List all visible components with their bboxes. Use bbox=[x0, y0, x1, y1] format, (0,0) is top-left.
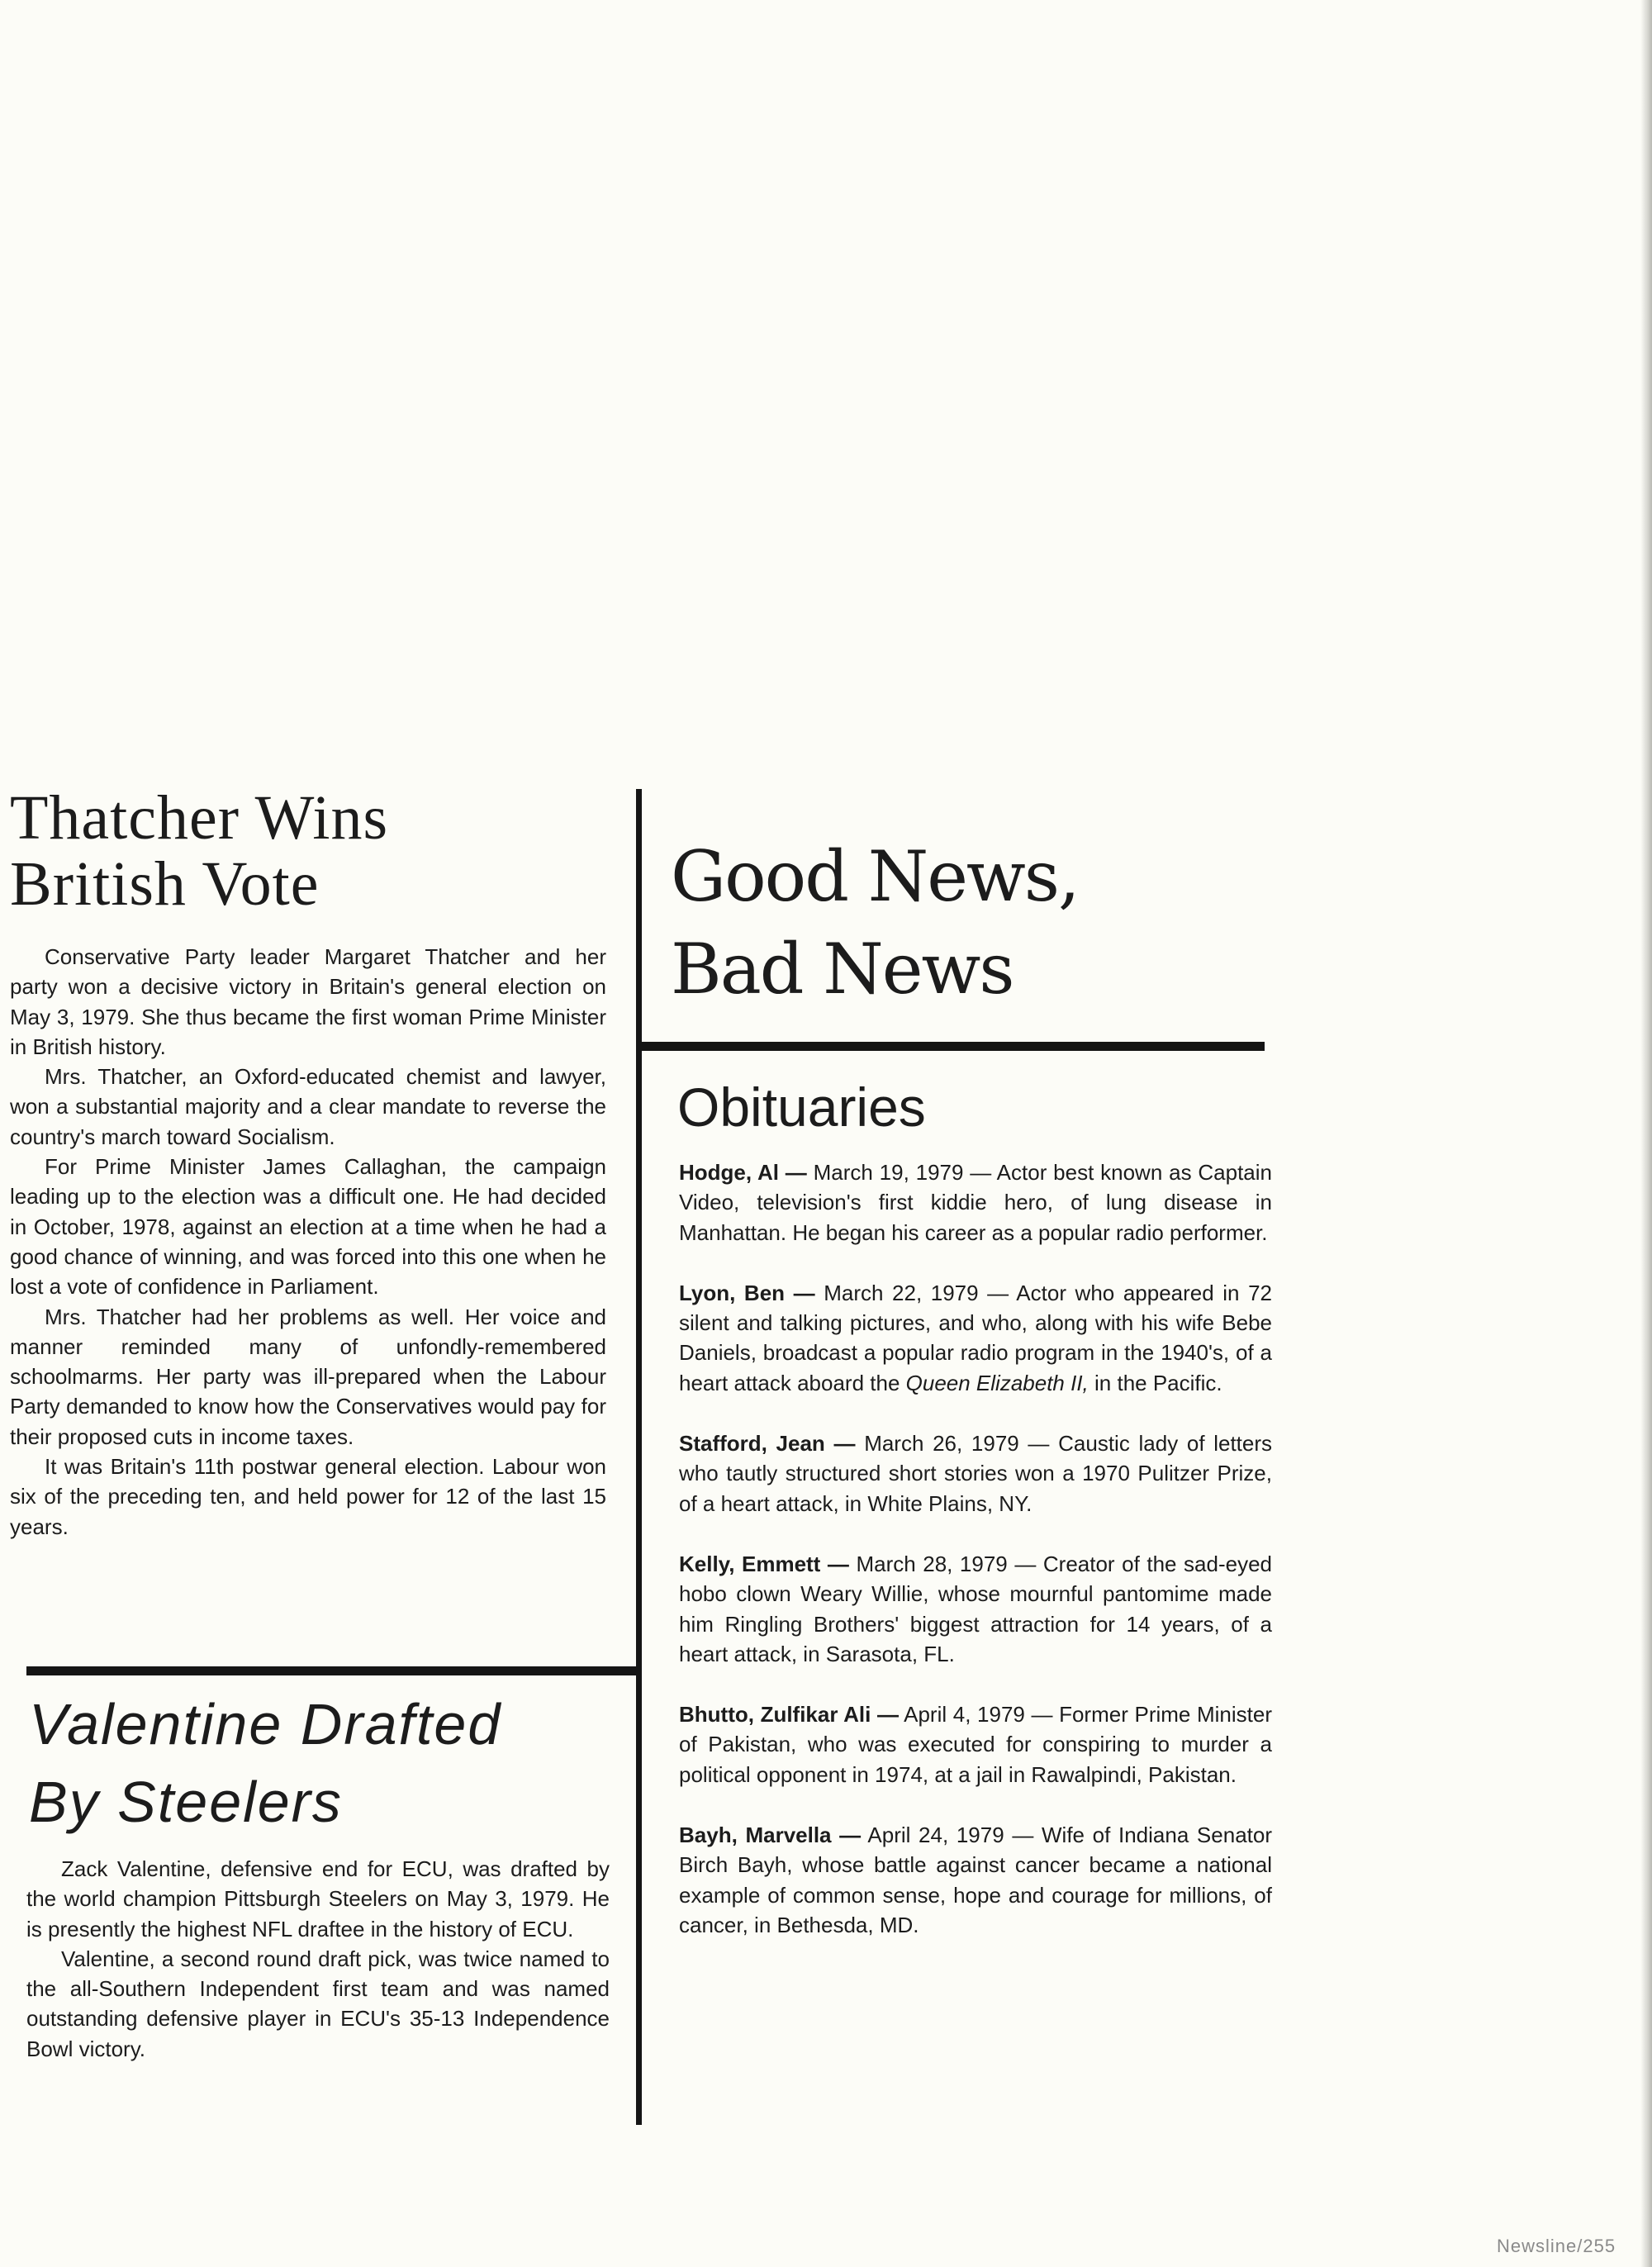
obituary-text: Former Prime Minister of Pakistan, who was executed for conspiring to murder a political opponent in 1974, at a jail in Rawalpindi, Pakistan. bbox=[679, 1702, 1272, 1787]
obituary-text-italic: Queen Elizabeth II, bbox=[905, 1370, 1089, 1395]
valentine-headline-line1: Valentine Drafted bbox=[29, 1692, 502, 1756]
thatcher-headline bbox=[10, 785, 388, 917]
obituary-name: Stafford, Jean — bbox=[679, 1431, 856, 1457]
thatcher-paragraph: Conservative Party leader Margaret Thatcher and her party won a decisive victory in Britain's general election on May 3, 1979. She thus became the first woman Prime Minister in British history. bbox=[10, 944, 606, 1059]
obituary-entry bbox=[679, 1699, 1272, 1789]
obituaries-list bbox=[679, 1157, 1272, 1970]
good-news-rule bbox=[642, 1042, 1265, 1051]
good-news-headline-line1: Good News, bbox=[671, 836, 1079, 917]
obituary-date: March 26, 1979 — bbox=[864, 1431, 1050, 1457]
obituary-text-after: in the Pacific. bbox=[1094, 1370, 1222, 1395]
thatcher-article-body bbox=[10, 942, 606, 1542]
thatcher-headline-line2: British Vote bbox=[10, 849, 320, 919]
good-news-headline-line2: Bad News bbox=[671, 929, 1014, 1010]
obituary-entry bbox=[679, 1428, 1272, 1518]
thatcher-paragraph: It was Britain's 11th postwar general election. Labour won six of the preceding ten, and held power for 12 of the last 15 years. bbox=[10, 1454, 606, 1539]
page-folio: Newsline/255 bbox=[1497, 2236, 1616, 2256]
obituary-text: Creator of the sad-eyed hobo clown Weary Willie, whose mournful pantomime made him Ringling Brothers' biggest attraction for 14 years, of a heart attack, in Sarasota, FL. bbox=[679, 1551, 1273, 1666]
valentine-paragraph: Valentine, a second round draft pick, was twice named to the all-Southern Independent first team and was named outstanding defensive player in ECU's 35-13 Independence Bowl victory. bbox=[26, 1946, 610, 2061]
valentine-article-body bbox=[26, 1854, 610, 2064]
thatcher-paragraph: Mrs. Thatcher, an Oxford-educated chemist and lawyer, won a substantial majority and a clear mandate to reverse the country's march toward Socialism. bbox=[10, 1064, 606, 1149]
valentine-headline-line2: By Steelers bbox=[29, 1770, 343, 1834]
valentine-rule bbox=[26, 1666, 636, 1675]
page-edge-shadow bbox=[1640, 0, 1652, 2267]
obituary-date: April 24, 1979 — bbox=[867, 1823, 1034, 1848]
obituary-entry bbox=[679, 1278, 1272, 1398]
obituary-entry bbox=[679, 1549, 1272, 1669]
valentine-headline bbox=[29, 1685, 501, 1841]
obituary-name: Lyon, Ben — bbox=[679, 1280, 815, 1305]
obituary-text: Actor best known as Captain Video, television's first kiddie hero, of lung disease in Manhattan. He began his career as a popular radio performer. bbox=[679, 1160, 1272, 1245]
column-divider-vertical bbox=[636, 789, 642, 2125]
obituary-date: April 4, 1979 — bbox=[904, 1702, 1053, 1728]
obituary-date: March 19, 1979 — bbox=[813, 1160, 992, 1185]
thatcher-headline-line1: Thatcher Wins bbox=[10, 783, 389, 853]
thatcher-paragraph: For Prime Minister James Callaghan, the campaign leading up to the election was a difficult one. He had decided in October, 1978, against an election at a time when he had a good chance of winning, and was forced into this one when he lost a vote of confidence in Parliament. bbox=[10, 1154, 606, 1300]
obituary-name: Bhutto, Zulfikar Ali — bbox=[679, 1702, 899, 1728]
obituary-text: Caustic lady of letters who tautly structured short stories won a 1970 Pulitzer Prize, of a heart attack, in White Plains, NY. bbox=[679, 1431, 1273, 1516]
obituary-entry bbox=[679, 1157, 1272, 1248]
obituary-name: Bayh, Marvella — bbox=[679, 1823, 862, 1848]
thatcher-paragraph: Mrs. Thatcher had her problems as well. Her voice and manner reminded many of unfondly-remembered schoolmarms. Her party was ill-prepared when the Labour Party demanded to know how the Conservatives would pay for their proposed cuts in income taxes. bbox=[10, 1304, 606, 1449]
obituary-name: Kelly, Emmett — bbox=[679, 1551, 849, 1576]
valentine-paragraph: Zack Valentine, defensive end for ECU, was drafted by the world champion Pittsburgh Steelers on May 3, 1979. He is presently the highest NFL draftee in the history of ECU. bbox=[26, 1856, 610, 1941]
obituary-text: Actor who appeared in 72 silent and talking pictures, and who, along with his wife Bebe Daniels, broadcast a popular radio program in the 1940's, of a heart attack aboard the bbox=[679, 1280, 1272, 1395]
obituary-date: March 28, 1979 — bbox=[856, 1551, 1037, 1576]
obituary-date: March 22, 1979 — bbox=[824, 1280, 1009, 1305]
obituary-name: Hodge, Al — bbox=[679, 1160, 807, 1185]
obituary-entry bbox=[679, 1820, 1272, 1940]
obituaries-title: Obituaries bbox=[677, 1076, 926, 1138]
good-news-headline bbox=[671, 830, 1079, 1015]
obituary-text: Wife of Indiana Senator Birch Bayh, whose battle against cancer became a national example of common sense, hope and courage for millions, of cancer, in Bethesda, MD. bbox=[679, 1823, 1272, 1937]
